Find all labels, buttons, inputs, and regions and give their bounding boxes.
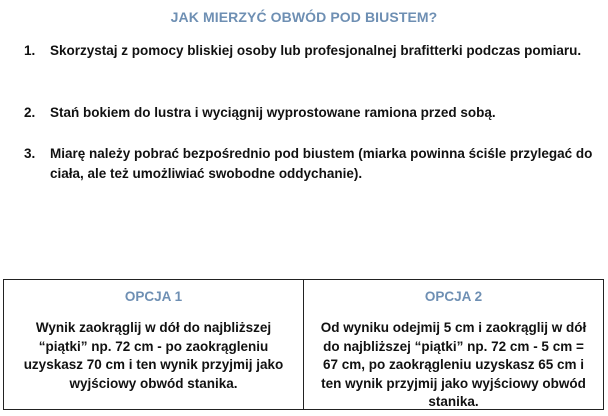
option-description: Wynik zaokrąglij w dół do najbliższej “piątki” np. 72 cm - po zaokrągleniu uzyskasz 70 cm i ten wynik przyjmij jako wyjściowy obwód stanika. [23, 320, 284, 391]
option-title: OPCJA 1 [124, 289, 183, 304]
step-number: 3. [24, 146, 36, 161]
option-cell-1 [4, 280, 303, 409]
option-description: Od wyniku odejmij 5 cm i zaokrąglij w dół do najbliższej “piątki” np. 72 cm - 5 cm = 67 cm, po zaokrągleniu uzyskasz 65 cm i ten wynik przyjmij jako wyjściowy obwód stanika. [320, 320, 587, 409]
step-text: Stań bokiem do lustra i wyciągnij wyprostowane ramiona przed sobą. [50, 105, 496, 120]
step-number: 2. [24, 105, 36, 120]
page-title: JAK MIERZYĆ OBWÓD POD BIUSTEM? [170, 9, 438, 25]
step-number: 1. [24, 43, 36, 58]
option-title: OPCJA 2 [424, 289, 483, 304]
option-cell-2 [303, 280, 603, 409]
step-text: Miarę należy pobrać bezpośrednio pod biustem (miarka powinna ściśle przylegać do ciała, ale też umożliwiać swobodne oddychanie). [50, 146, 593, 181]
list-item [24, 103, 594, 123]
list-item [24, 41, 594, 61]
step-text: Skorzystaj z pomocy bliskiej osoby lub profesjonalnej brafitterki podczas pomiaru. [50, 43, 582, 58]
list-item [24, 144, 594, 184]
options-table [3, 279, 604, 410]
